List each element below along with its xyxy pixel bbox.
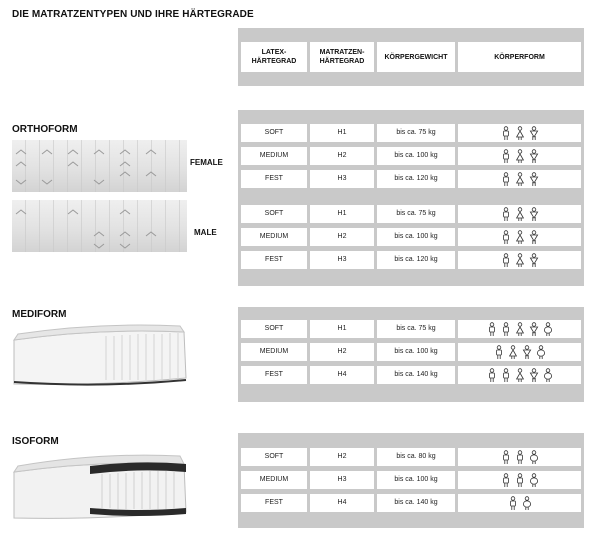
cell-grade: H4 <box>310 366 374 384</box>
cell-body-shape <box>458 343 581 361</box>
body-shape-straight-icon <box>501 172 511 187</box>
cell-latex: MEDIUM <box>241 228 307 246</box>
body-shape-round-icon <box>536 345 546 360</box>
cell-grade: H3 <box>310 251 374 269</box>
header-matratzen-haertegrad: MATRATZEN- HÄRTEGRAD <box>310 42 374 72</box>
cell-grade: H2 <box>310 448 374 466</box>
mediform-mattress-image <box>10 322 188 390</box>
body-shape-round-icon <box>529 450 539 465</box>
cell-body-shape <box>458 366 581 384</box>
cell-latex: FEST <box>241 494 307 512</box>
table-row <box>241 124 581 142</box>
cell-latex: MEDIUM <box>241 471 307 489</box>
body-shape-straight-icon <box>501 473 511 488</box>
body-shape-round-icon <box>529 473 539 488</box>
isoform-table <box>238 433 584 528</box>
header-latex-haertegrad: LATEX- HÄRTEGRAD <box>241 42 307 72</box>
cell-grade: H4 <box>310 494 374 512</box>
section-title-orthoform: ORTHOFORM <box>12 124 78 135</box>
cell-weight: bis ca. 75 kg <box>377 205 455 223</box>
cell-grade: H3 <box>310 170 374 188</box>
cell-grade: H3 <box>310 471 374 489</box>
body-shape-v-shape-icon <box>529 172 539 187</box>
cell-grade: H2 <box>310 147 374 165</box>
cell-latex: SOFT <box>241 205 307 223</box>
body-shape-v-shape-icon <box>529 126 539 141</box>
cell-body-shape <box>458 124 581 142</box>
body-shape-triangle-icon <box>515 322 525 337</box>
cell-body-shape <box>458 147 581 165</box>
cell-body-shape <box>458 170 581 188</box>
body-shape-v-shape-icon <box>529 322 539 337</box>
label-female: FEMALE <box>190 158 223 167</box>
body-shape-straight-icon <box>487 368 497 383</box>
mattress-wave-pattern-icon <box>12 140 187 192</box>
cell-weight: bis ca. 100 kg <box>377 471 455 489</box>
header-koerpergewicht: KÖRPERGEWICHT <box>377 42 455 72</box>
table-row <box>241 471 581 489</box>
cell-body-shape <box>458 471 581 489</box>
cell-body-shape <box>458 320 581 338</box>
cell-latex: SOFT <box>241 124 307 142</box>
table-header-panel <box>238 28 584 86</box>
table-row <box>241 170 581 188</box>
mediform-table <box>238 307 584 402</box>
body-shape-straight-icon <box>501 450 511 465</box>
cell-weight: bis ca. 120 kg <box>377 251 455 269</box>
body-shape-straight-icon <box>501 207 511 222</box>
mattress-wave-pattern-icon <box>12 200 187 252</box>
table-row <box>241 205 581 223</box>
cell-body-shape <box>458 205 581 223</box>
cell-weight: bis ca. 120 kg <box>377 170 455 188</box>
body-shape-straight-icon <box>494 345 504 360</box>
body-shape-round-icon <box>522 496 532 511</box>
header-koerperform: KÖRPERFORM <box>458 42 581 72</box>
cell-latex: SOFT <box>241 448 307 466</box>
cell-grade: H1 <box>310 320 374 338</box>
body-shape-straight-icon <box>501 149 511 164</box>
cell-grade: H2 <box>310 228 374 246</box>
body-shape-triangle-icon <box>515 149 525 164</box>
label-male: MALE <box>194 228 217 237</box>
cell-grade: H2 <box>310 343 374 361</box>
body-shape-v-shape-icon <box>529 230 539 245</box>
cell-weight: bis ca. 140 kg <box>377 494 455 512</box>
orthoform-table <box>238 110 584 286</box>
body-shape-triangle-icon <box>515 172 525 187</box>
body-shape-v-shape-icon <box>529 207 539 222</box>
cell-body-shape <box>458 228 581 246</box>
page-title: DIE MATRATZENTYPEN UND IHRE HÄRTEGRADE <box>12 9 254 20</box>
cell-weight: bis ca. 100 kg <box>377 343 455 361</box>
cell-weight: bis ca. 100 kg <box>377 228 455 246</box>
isoform-mattress-image <box>10 452 188 524</box>
table-row <box>241 147 581 165</box>
body-shape-triangle-icon <box>515 230 525 245</box>
body-shape-straight-icon <box>515 450 525 465</box>
table-row <box>241 320 581 338</box>
body-shape-straight-icon <box>501 322 511 337</box>
table-row <box>241 228 581 246</box>
cell-weight: bis ca. 75 kg <box>377 124 455 142</box>
cell-weight: bis ca. 80 kg <box>377 448 455 466</box>
body-shape-straight-icon <box>501 126 511 141</box>
cell-body-shape <box>458 494 581 512</box>
body-shape-straight-icon <box>501 368 511 383</box>
orthoform-male-mattress-image <box>12 200 187 252</box>
body-shape-straight-icon <box>515 473 525 488</box>
cell-body-shape <box>458 251 581 269</box>
table-row <box>241 494 581 512</box>
body-shape-straight-icon <box>508 496 518 511</box>
orthoform-female-mattress-image <box>12 140 187 192</box>
body-shape-v-shape-icon <box>529 253 539 268</box>
body-shape-straight-icon <box>487 322 497 337</box>
body-shape-triangle-icon <box>515 126 525 141</box>
section-title-mediform: MEDIFORM <box>12 309 67 320</box>
cell-grade: H1 <box>310 205 374 223</box>
body-shape-round-icon <box>543 322 553 337</box>
cell-latex: FEST <box>241 251 307 269</box>
body-shape-v-shape-icon <box>529 368 539 383</box>
cell-weight: bis ca. 100 kg <box>377 147 455 165</box>
table-row <box>241 448 581 466</box>
body-shape-round-icon <box>543 368 553 383</box>
body-shape-v-shape-icon <box>529 149 539 164</box>
cell-latex: MEDIUM <box>241 147 307 165</box>
body-shape-triangle-icon <box>515 253 525 268</box>
body-shape-triangle-icon <box>515 368 525 383</box>
cell-weight: bis ca. 75 kg <box>377 320 455 338</box>
cell-latex: SOFT <box>241 320 307 338</box>
body-shape-straight-icon <box>501 230 511 245</box>
table-row <box>241 366 581 384</box>
table-row <box>241 343 581 361</box>
cell-body-shape <box>458 448 581 466</box>
cell-latex: FEST <box>241 170 307 188</box>
cell-grade: H1 <box>310 124 374 142</box>
body-shape-triangle-icon <box>508 345 518 360</box>
section-title-isoform: ISOFORM <box>12 436 59 447</box>
table-row <box>241 251 581 269</box>
body-shape-v-shape-icon <box>522 345 532 360</box>
cell-latex: MEDIUM <box>241 343 307 361</box>
body-shape-straight-icon <box>501 253 511 268</box>
body-shape-triangle-icon <box>515 207 525 222</box>
cell-weight: bis ca. 140 kg <box>377 366 455 384</box>
cell-latex: FEST <box>241 366 307 384</box>
